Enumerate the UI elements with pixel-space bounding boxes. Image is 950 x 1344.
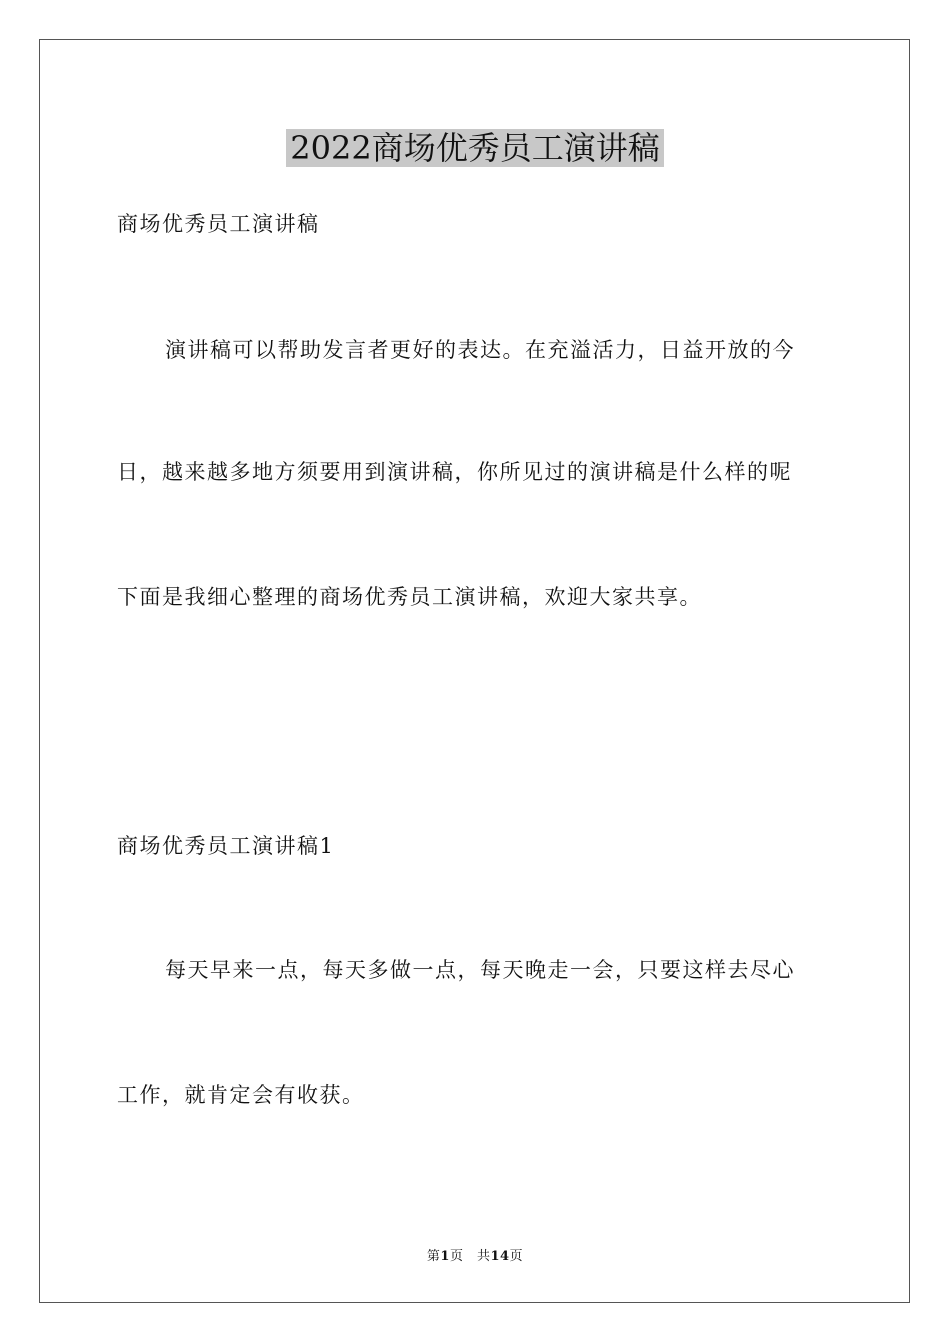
document-title: [0, 124, 950, 172]
paragraph-line: 每天早来一点，每天多做一点，每天晚走一会，只要这样去尽心: [165, 958, 795, 982]
paragraph-line: 日，越来越多地方须要用到演讲稿，你所见过的演讲稿是什么样的呢: [117, 460, 792, 484]
document-title-text: 2022商场优秀员工演讲稿: [286, 129, 663, 167]
page-footer: [0, 1248, 950, 1266]
section-heading: 商场优秀员工演讲稿: [117, 212, 320, 236]
footer-page-prefix: 第: [426, 1249, 441, 1264]
footer-page-current: 1: [440, 1249, 450, 1264]
section-heading: 商场优秀员工演讲稿1: [117, 834, 335, 858]
paragraph-line: 下面是我细心整理的商场优秀员工演讲稿，欢迎大家共享。: [117, 585, 702, 609]
footer-page-suffix: 页: [509, 1249, 524, 1264]
paragraph-line: 工作，就肯定会有收获。: [117, 1083, 365, 1107]
paragraph-line: 演讲稿可以帮助发言者更好的表达。在充溢活力，日益开放的今: [165, 338, 795, 362]
footer-page-middle: 页 共: [449, 1249, 491, 1264]
footer-page-total: 14: [490, 1249, 510, 1264]
